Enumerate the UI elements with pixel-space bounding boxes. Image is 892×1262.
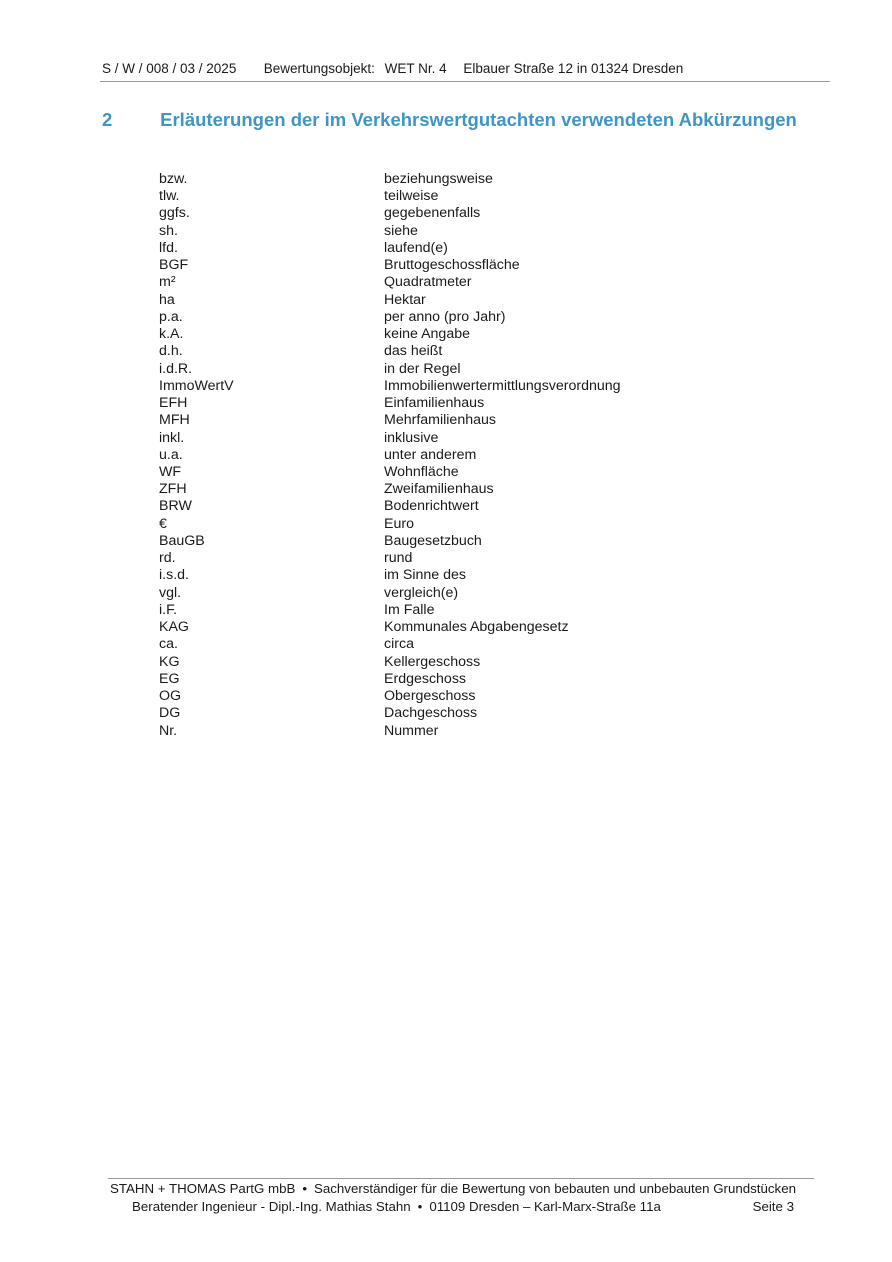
abbreviation: i.d.R. — [159, 360, 193, 377]
page-header — [102, 61, 832, 76]
abbreviation-meaning: per anno (pro Jahr) — [384, 308, 506, 325]
abbreviation-meaning: Dachgeschoss — [384, 705, 478, 722]
abbreviation-meaning: keine Angabe — [384, 326, 470, 343]
abbreviation-row — [159, 723, 759, 740]
abbreviation-meaning: Im Falle — [384, 601, 435, 618]
report-reference: S / W / 008 / 03 / 2025 — [102, 61, 237, 76]
abbreviation-meaning: inklusive — [384, 429, 439, 446]
abbreviation-meaning: gegebenenfalls — [384, 205, 481, 222]
object-label: Bewertungsobjekt: — [263, 61, 375, 76]
abbreviation: DG — [159, 705, 181, 722]
abbreviation: lfd. — [159, 239, 178, 256]
bullet-icon: • — [417, 1199, 423, 1214]
abbreviation-meaning: Einfamilienhaus — [384, 395, 485, 412]
footer-tagline: Sachverständiger für die Bewertung von bebauten und unbebauten Grundstücken — [314, 1181, 796, 1196]
abbreviation-row — [159, 671, 759, 688]
abbreviation: inkl. — [159, 429, 185, 446]
abbreviation: EG — [159, 670, 180, 687]
abbreviation-meaning: rund — [384, 550, 413, 567]
abbreviation: ha — [159, 291, 175, 308]
abbreviation-meaning: im Sinne des — [384, 567, 467, 584]
abbreviation-meaning: Kommunales Abgabengesetz — [384, 619, 569, 636]
abbreviation-row — [159, 378, 759, 395]
abbreviation-row — [159, 567, 759, 584]
header-divider — [100, 81, 830, 82]
footer-divider — [108, 1178, 814, 1179]
footer-line-1 — [110, 1181, 820, 1196]
footer-company: STAHN + THOMAS PartG mbB — [110, 1181, 296, 1196]
abbreviation: d.h. — [159, 343, 183, 360]
abbreviation-meaning: laufend(e) — [384, 239, 448, 256]
abbreviation-row — [159, 688, 759, 705]
abbreviation-meaning: teilweise — [384, 188, 439, 205]
abbreviation-row — [159, 412, 759, 429]
abbreviation-meaning: das heißt — [384, 343, 443, 360]
abbreviation-row — [159, 464, 759, 481]
abbreviation-meaning: Hektar — [384, 291, 426, 308]
abbreviation: KAG — [159, 619, 189, 636]
abbreviation-row — [159, 395, 759, 412]
abbreviation-row — [159, 498, 759, 515]
abbreviation: m² — [159, 274, 176, 291]
abbreviation-meaning: Nummer — [384, 722, 439, 739]
abbreviation-meaning: Baugesetzbuch — [384, 532, 482, 549]
abbreviation-meaning: Wohnfläche — [384, 463, 459, 480]
abbreviation-row — [159, 636, 759, 653]
abbreviation-meaning: Quadratmeter — [384, 274, 472, 291]
abbreviation-row — [159, 240, 759, 257]
abbreviation-row — [159, 171, 759, 188]
abbreviation-row — [159, 705, 759, 722]
abbreviation-list — [159, 171, 759, 740]
abbreviation-meaning: unter anderem — [384, 446, 477, 463]
abbreviation-row — [159, 343, 759, 360]
page-number: Seite 3 — [752, 1199, 794, 1214]
abbreviation-row — [159, 619, 759, 636]
abbreviation: ggfs. — [159, 205, 190, 222]
section-heading — [102, 109, 802, 131]
abbreviation-meaning: Erdgeschoss — [384, 670, 467, 687]
abbreviation: k.A. — [159, 326, 184, 343]
abbreviation: € — [159, 515, 167, 532]
abbreviation-meaning: Bodenrichtwert — [384, 498, 479, 515]
footer-address: 01109 Dresden – Karl-Marx-Straße 11a — [429, 1199, 661, 1214]
abbreviation-row — [159, 550, 759, 567]
bullet-icon: • — [302, 1181, 307, 1196]
abbreviation-row — [159, 654, 759, 671]
abbreviation: MFH — [159, 412, 190, 429]
abbreviation: KG — [159, 653, 180, 670]
abbreviation: WF — [159, 463, 182, 480]
abbreviation-meaning: Zweifamilienhaus — [384, 481, 494, 498]
footer-line-2 — [132, 1199, 800, 1214]
abbreviation-meaning: vergleich(e) — [384, 584, 459, 601]
abbreviation-row — [159, 326, 759, 343]
abbreviation: EFH — [159, 395, 188, 412]
abbreviation: u.a. — [159, 446, 183, 463]
abbreviation: OG — [159, 688, 182, 705]
abbreviation: Nr. — [159, 722, 178, 739]
abbreviation-row — [159, 188, 759, 205]
abbreviation-meaning: Immobilienwertermittlungsverordnung — [384, 377, 621, 394]
abbreviation-meaning: Obergeschoss — [384, 688, 476, 705]
abbreviation: BGF — [159, 257, 189, 274]
section-title: Erläuterungen der im Verkehrswertgutachten verwendeten Abkürzungen — [160, 109, 797, 130]
footer-engineer: Beratender Ingenieur - Dipl.-Ing. Mathias Stahn — [132, 1199, 411, 1214]
abbreviation: ZFH — [159, 481, 187, 498]
abbreviation-meaning: circa — [384, 636, 414, 653]
abbreviation-meaning: Euro — [384, 515, 414, 532]
abbreviation: BRW — [159, 498, 192, 515]
abbreviation-meaning: Kellergeschoss — [384, 653, 481, 670]
abbreviation: ca. — [159, 636, 178, 653]
abbreviation-row — [159, 205, 759, 222]
abbreviation-row — [159, 585, 759, 602]
abbreviation: i.F. — [159, 601, 178, 618]
abbreviation-meaning: in der Regel — [384, 360, 461, 377]
abbreviation-row — [159, 481, 759, 498]
abbreviation-row — [159, 292, 759, 309]
abbreviation-row — [159, 516, 759, 533]
abbreviation: vgl. — [159, 584, 182, 601]
abbreviation-row — [159, 274, 759, 291]
abbreviation-row — [159, 602, 759, 619]
abbreviation-row — [159, 257, 759, 274]
abbreviation-row — [159, 533, 759, 550]
abbreviation: sh. — [159, 222, 178, 239]
abbreviation-row — [159, 430, 759, 447]
abbreviation-meaning: beziehungsweise — [384, 171, 493, 187]
abbreviation-meaning: Mehrfamilienhaus — [384, 412, 496, 429]
abbreviation-row — [159, 361, 759, 378]
abbreviation: i.s.d. — [159, 567, 189, 584]
abbreviation: BauGB — [159, 532, 205, 549]
abbreviation-row — [159, 447, 759, 464]
abbreviation-meaning: siehe — [384, 222, 418, 239]
abbreviation: p.a. — [159, 308, 183, 325]
abbreviation: rd. — [159, 550, 176, 567]
abbreviation-meaning: Bruttogeschossfläche — [384, 257, 520, 274]
object-address: Elbauer Straße 12 in 01324 Dresden — [463, 61, 684, 76]
abbreviation: bzw. — [159, 171, 188, 187]
abbreviation-row — [159, 223, 759, 240]
abbreviation-row — [159, 309, 759, 326]
abbreviation: tlw. — [159, 188, 180, 205]
object-name: WET Nr. 4 — [384, 61, 447, 76]
abbreviation: ImmoWertV — [159, 377, 234, 394]
section-number: 2 — [102, 109, 113, 130]
